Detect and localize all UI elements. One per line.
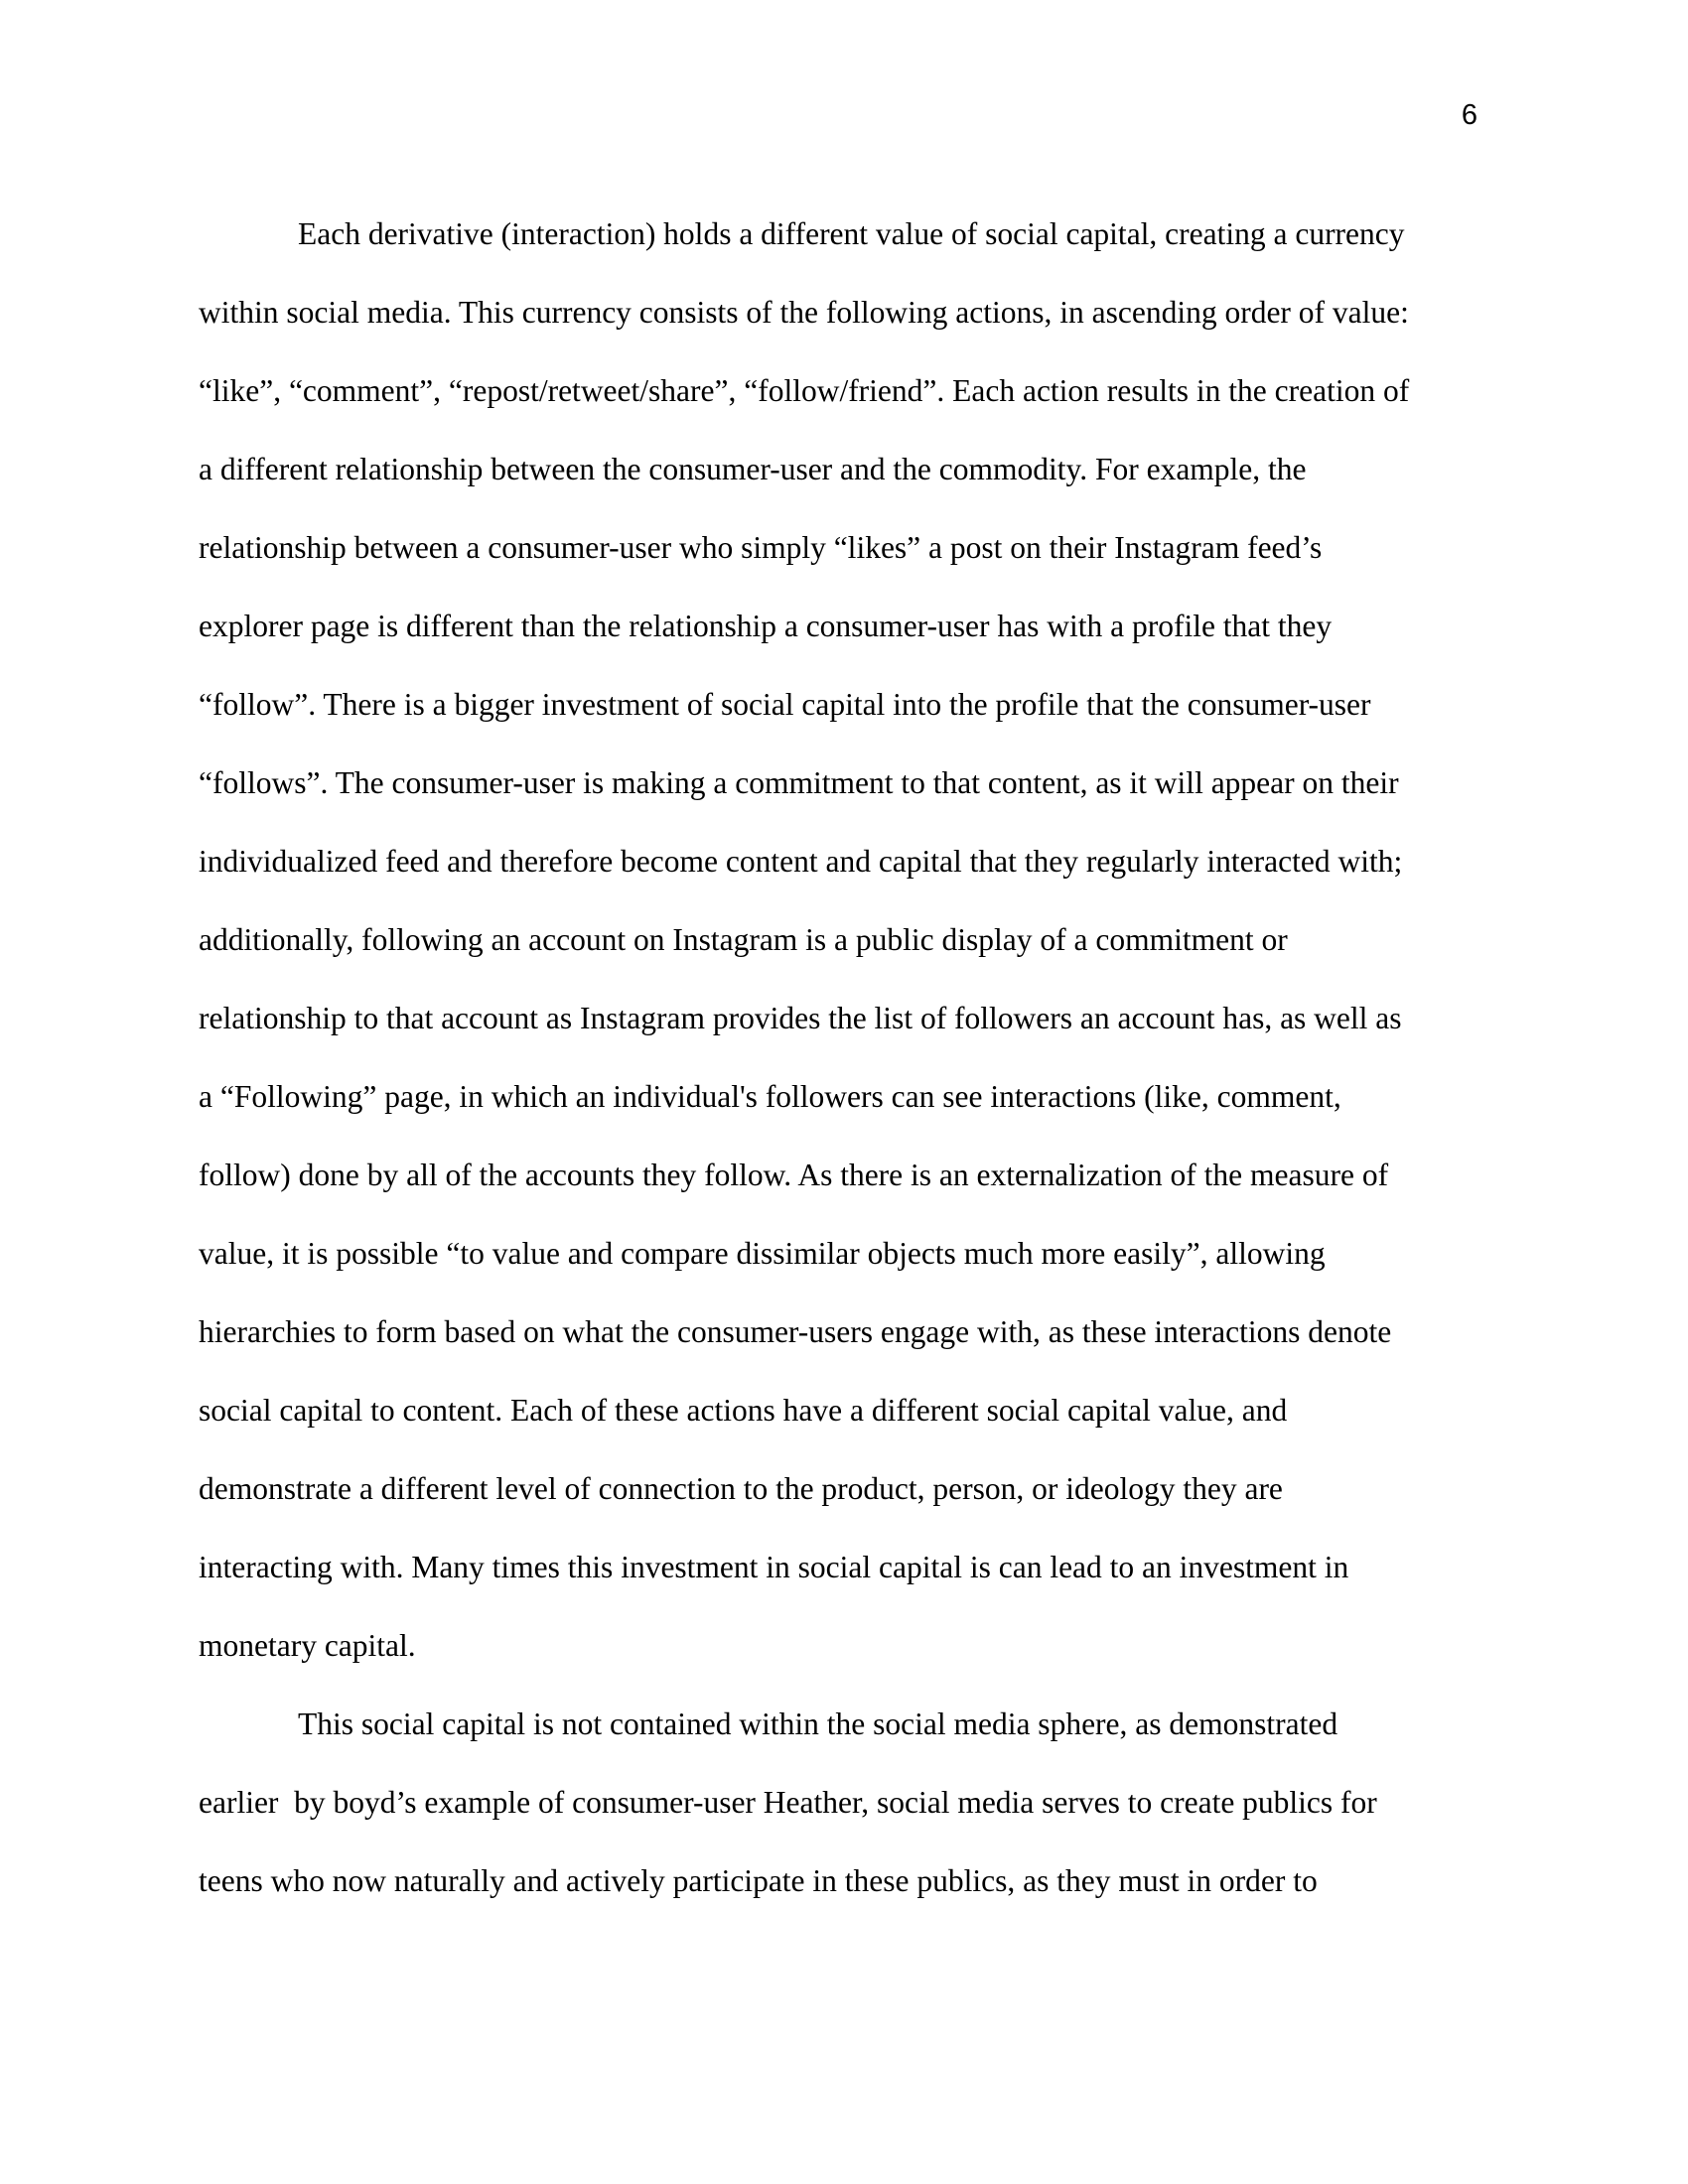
paragraph-1-line: a “Following” page, in which an individual's followers can see interactions (like, comment,	[199, 1079, 1341, 1114]
paragraph-1-line: individualized feed and therefore become content and capital that they regularly interacted with;	[199, 844, 1403, 879]
paragraph-1-line: hierarchies to form based on what the consumer-users engage with, as these interactions denote	[199, 1314, 1392, 1349]
paragraph-1-line: a different relationship between the consumer-user and the commodity. For example, the	[199, 452, 1307, 486]
paragraph-1-line: monetary capital.	[199, 1628, 416, 1663]
body-text	[199, 195, 1489, 1920]
paragraph-1-line: within social media. This currency consists of the following actions, in ascending order of value:	[199, 295, 1409, 330]
paragraph-1-line: relationship between a consumer-user who simply “likes” a post on their Instagram feed’s	[199, 530, 1323, 565]
paragraph-1-line: “follow”. There is a bigger investment of social capital into the profile that the consumer-user	[199, 687, 1371, 722]
paragraph-1-line: “follows”. The consumer-user is making a commitment to that content, as it will appear on their	[199, 765, 1399, 800]
page-number: 6	[1461, 99, 1477, 131]
paragraph-1-line: explorer page is different than the relationship a consumer-user has with a profile that they	[199, 609, 1333, 643]
paragraph-2-line: This social capital is not contained within the social media sphere, as demonstrated	[298, 1706, 1338, 1741]
paragraph-2-line: teens who now naturally and actively participate in these publics, as they must in order to	[199, 1863, 1318, 1898]
paragraph-1-line: relationship to that account as Instagram provides the list of followers an account has, as well as	[199, 1001, 1402, 1035]
paragraph-1-line: social capital to content. Each of these actions have a different social capital value, and	[199, 1393, 1288, 1428]
paragraph-1-line: value, it is possible “to value and compare dissimilar objects much more easily”, allowing	[199, 1236, 1326, 1271]
paragraph-1-line: additionally, following an account on Instagram is a public display of a commitment or	[199, 922, 1288, 957]
paragraph-1-line: demonstrate a different level of connection to the product, person, or ideology they are	[199, 1471, 1283, 1506]
paragraph-1-line: “like”, “comment”, “repost/retweet/share”, “follow/friend”. Each action results in the creation of	[199, 373, 1410, 408]
paragraph-2-line: earlier by boyd’s example of consumer-user Heather, social media serves to create publics for	[199, 1785, 1377, 1820]
paragraph-1-line: Each derivative (interaction) holds a different value of social capital, creating a currency	[298, 216, 1405, 251]
paragraph-1-line: follow) done by all of the accounts they follow. As there is an externalization of the measure of	[199, 1158, 1389, 1192]
paragraph-1-line: interacting with. Many times this investment in social capital is can lead to an investment in	[199, 1550, 1349, 1584]
